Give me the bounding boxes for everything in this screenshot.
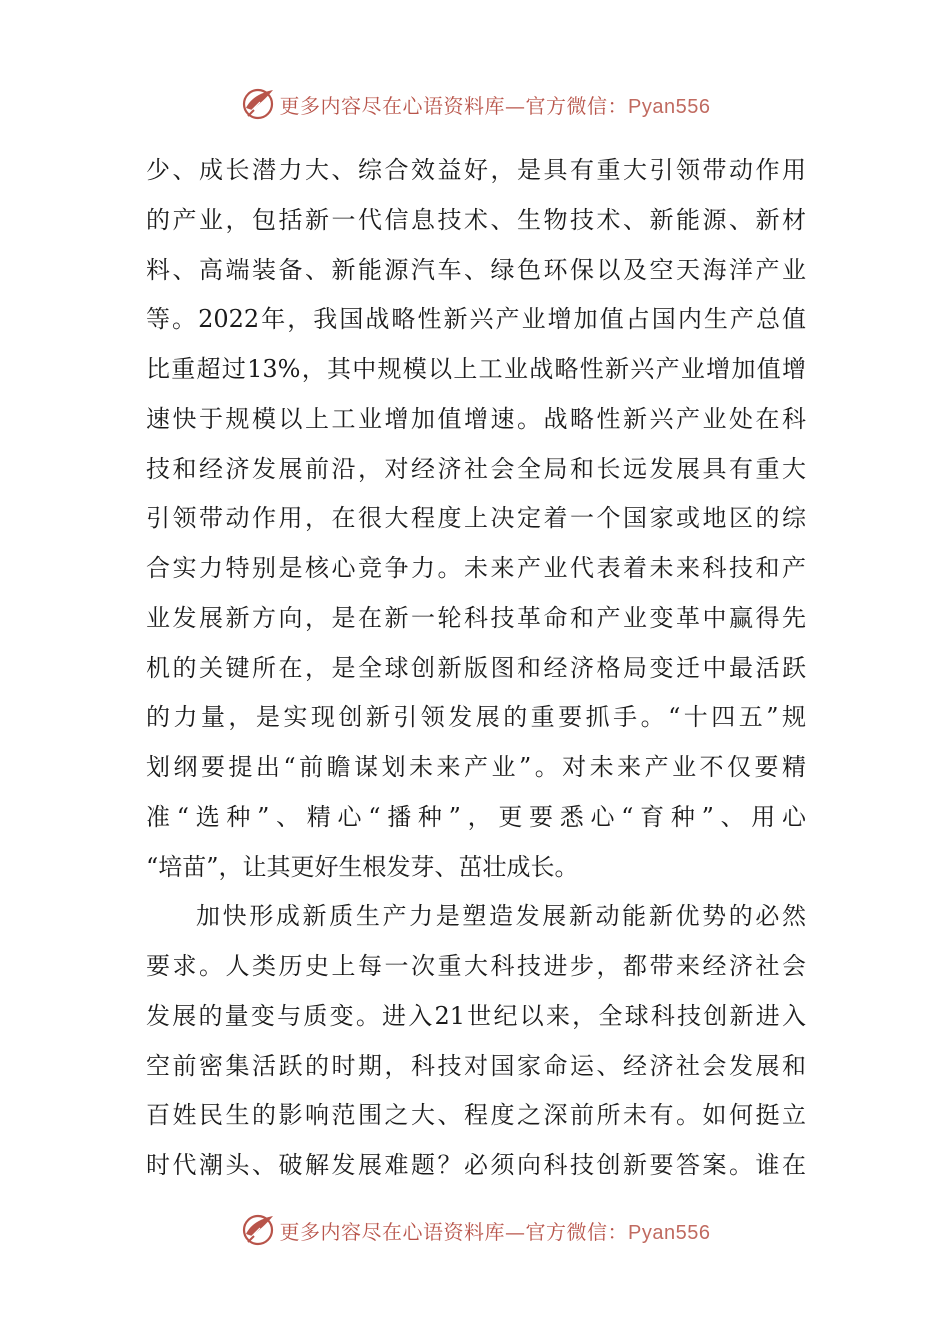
- body-line: 等。2022年，我国战略性新兴产业增加值占国内生产总值: [146, 305, 806, 334]
- body-line: 百姓民生的影响范围之大、程度之深前所未有。如何挺立: [146, 1101, 806, 1130]
- footer-watermark-banner: [0, 1210, 950, 1250]
- quill-logo-icon: [240, 86, 276, 122]
- body-line: 引领带动作用，在很大程度上决定着一个国家或地区的综: [146, 504, 806, 533]
- body-line: 划纲要提出“前瞻谋划未来产业”。对未来产业不仅要精: [146, 753, 806, 781]
- header-wechat-handle: Pyan556: [628, 95, 711, 118]
- body-line-paragraph-end: “培苗”，让其更好生根发芽、茁壮成长。: [146, 852, 579, 881]
- body-line: 速快于规模以上工业增加值增速。战略性新兴产业处在科: [146, 404, 806, 433]
- body-line: 的力量，是实现创新引领发展的重要抓手。“十四五”规: [146, 703, 806, 732]
- header-watermark-banner: [0, 84, 950, 124]
- body-line: 比重超过13%，其中规模以上工业战略性新兴产业增加值增: [146, 355, 806, 383]
- body-line: 合实力特别是核心竞争力。未来产业代表着未来科技和产: [146, 554, 806, 582]
- footer-wechat-handle: Pyan556: [628, 1221, 711, 1244]
- header-banner-text: 更多内容尽在心语资料库—官方微信：Pyan556: [279, 93, 711, 118]
- body-line: 发展的量变与质变。进入21世纪以来，全球科技创新进入: [146, 1001, 806, 1030]
- body-line: 的产业，包括新一代信息技术、生物技术、新能源、新材: [146, 205, 806, 234]
- body-line: 技和经济发展前沿，对经济社会全局和长远发展具有重大: [146, 454, 806, 483]
- body-line: 要求。人类历史上每一次重大科技进步，都带来经济社会: [146, 952, 806, 980]
- body-line: 机的关键所在，是全球创新版图和经济格局变迁中最活跃: [146, 653, 806, 682]
- body-line: 业发展新方向，是在新一轮科技革命和产业变革中赢得先: [146, 603, 806, 632]
- body-line: 少、成长潜力大、综合效益好，是具有重大引领带动作用: [146, 156, 806, 184]
- body-line: 空前密集活跃的时期，科技对国家命运、经济社会发展和: [146, 1051, 806, 1080]
- document-body: [146, 146, 806, 1191]
- body-line: 料、高端装备、新能源汽车、绿色环保以及空天海洋产业: [146, 255, 806, 284]
- body-line-paragraph-start: 加快形成新质生产力是塑造发展新动能新优势的必然: [196, 902, 806, 931]
- quill-logo-icon: [240, 1212, 276, 1248]
- footer-banner-text: 更多内容尽在心语资料库—官方微信：Pyan556: [279, 1219, 711, 1244]
- body-line: 时代潮头、破解发展难题？必须向科技创新要答案。谁在: [146, 1151, 806, 1179]
- body-line: 准“选种”、精心“播种”，更要悉心“育种”、用心: [146, 802, 806, 831]
